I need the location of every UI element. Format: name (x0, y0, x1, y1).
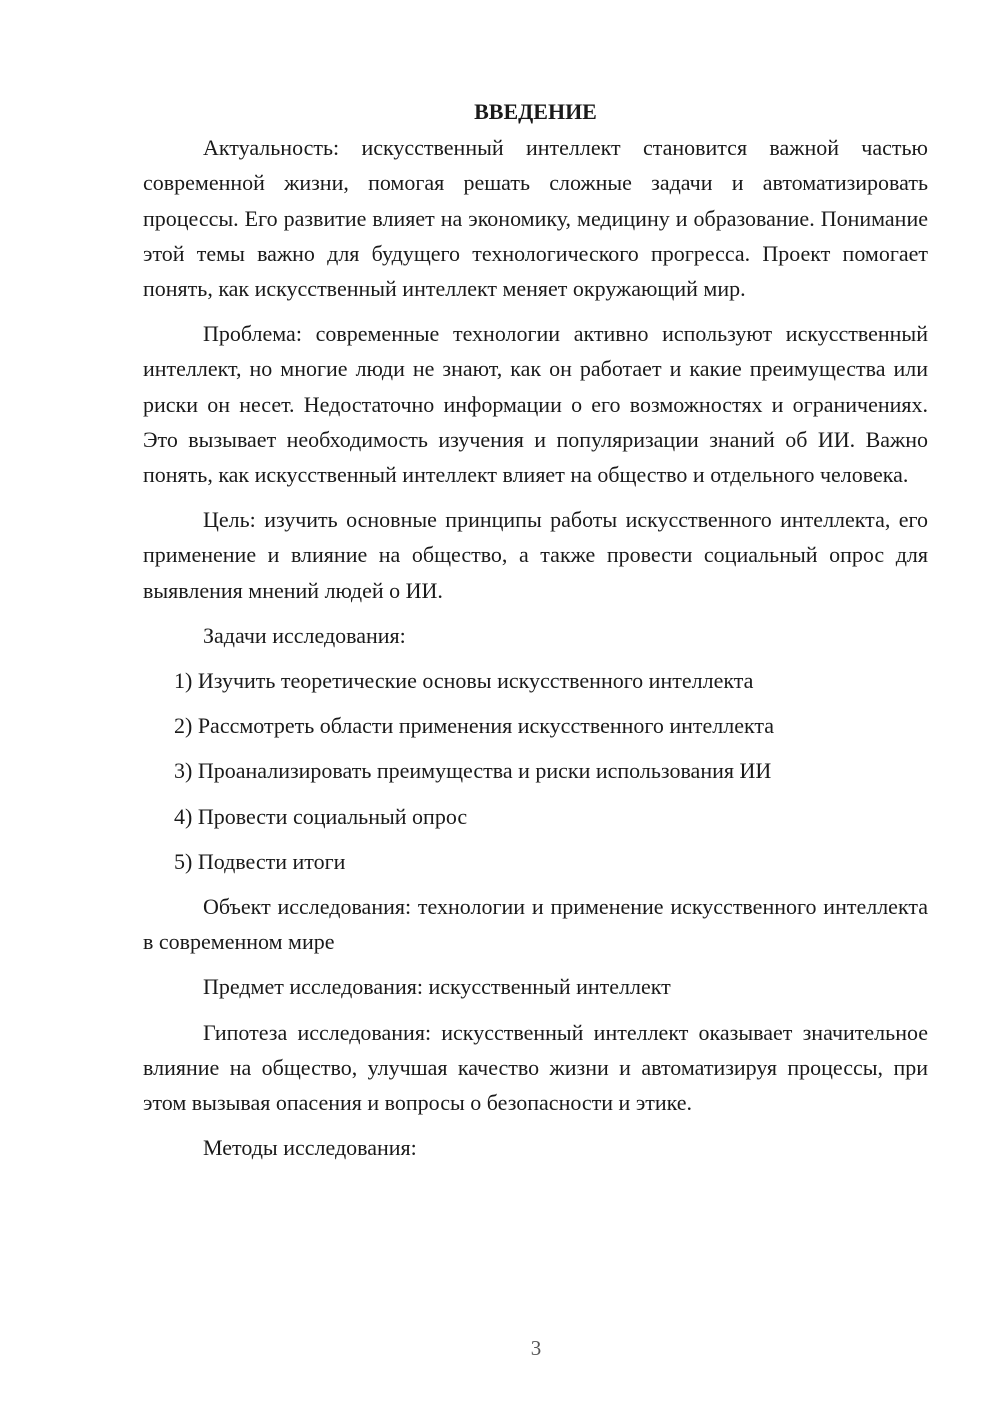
hypothesis-paragraph: Гипотеза исследования: искусственный интеллект оказывает значительное влияние на общество, улучшая качество жизни и автоматизируя процессы, при этом вызывая опасения и вопросы о безопасности и этике. (143, 1019, 928, 1116)
subject-paragraph: Предмет исследования: искусственный интеллект (203, 974, 671, 1000)
list-item: 4) Провести социальный опрос (174, 803, 468, 829)
list-item: 1) Изучить теоретические основы искусственного интеллекта (174, 668, 754, 694)
problem-paragraph: Проблема: современные технологии активно используют искусственный интеллект, но многие люди не знают, как он работает и какие преимущества или риски он несет. Недостаточно информации о его возможностях и ограничениях. Это вызывает необходимость изучения и популяризации знаний об ИИ. Важно понять, как искусственный интеллект влияет на общество и отдельного человека. (143, 321, 928, 488)
tasks-heading: Задачи исследования: (203, 622, 406, 648)
page-title: ВВЕДЕНИЕ (474, 99, 597, 124)
list-item: 2) Рассмотреть области применения искусственного интеллекта (174, 713, 775, 739)
page-number: 3 (530, 1336, 542, 1360)
tasks-list (143, 663, 928, 879)
object-paragraph: Объект исследования: технологии и применение искусственного интеллекта в современном мире (143, 894, 928, 955)
goal-paragraph: Цель: изучить основные принципы работы искусственного интеллекта, его применение и влияние на общество, а также провести социальный опрос для выявления мнений людей о ИИ. (143, 507, 928, 603)
relevance-paragraph: Актуальность: искусственный интеллект становится важной частью современной жизни, помогая решать сложные задачи и автоматизировать процессы. Его развитие влияет на экономику, медицину и образование. Понимание этой темы важно для будущего технологического прогресса. Проект помогает понять, как искусственный интеллект меняет окружающий мир. (143, 135, 928, 302)
methods-heading: Методы исследования: (203, 1135, 417, 1161)
page-content (143, 94, 928, 1165)
list-item: 3) Проанализировать преимущества и риски использования ИИ (174, 758, 772, 784)
list-item: 5) Подвести итоги (174, 848, 346, 874)
